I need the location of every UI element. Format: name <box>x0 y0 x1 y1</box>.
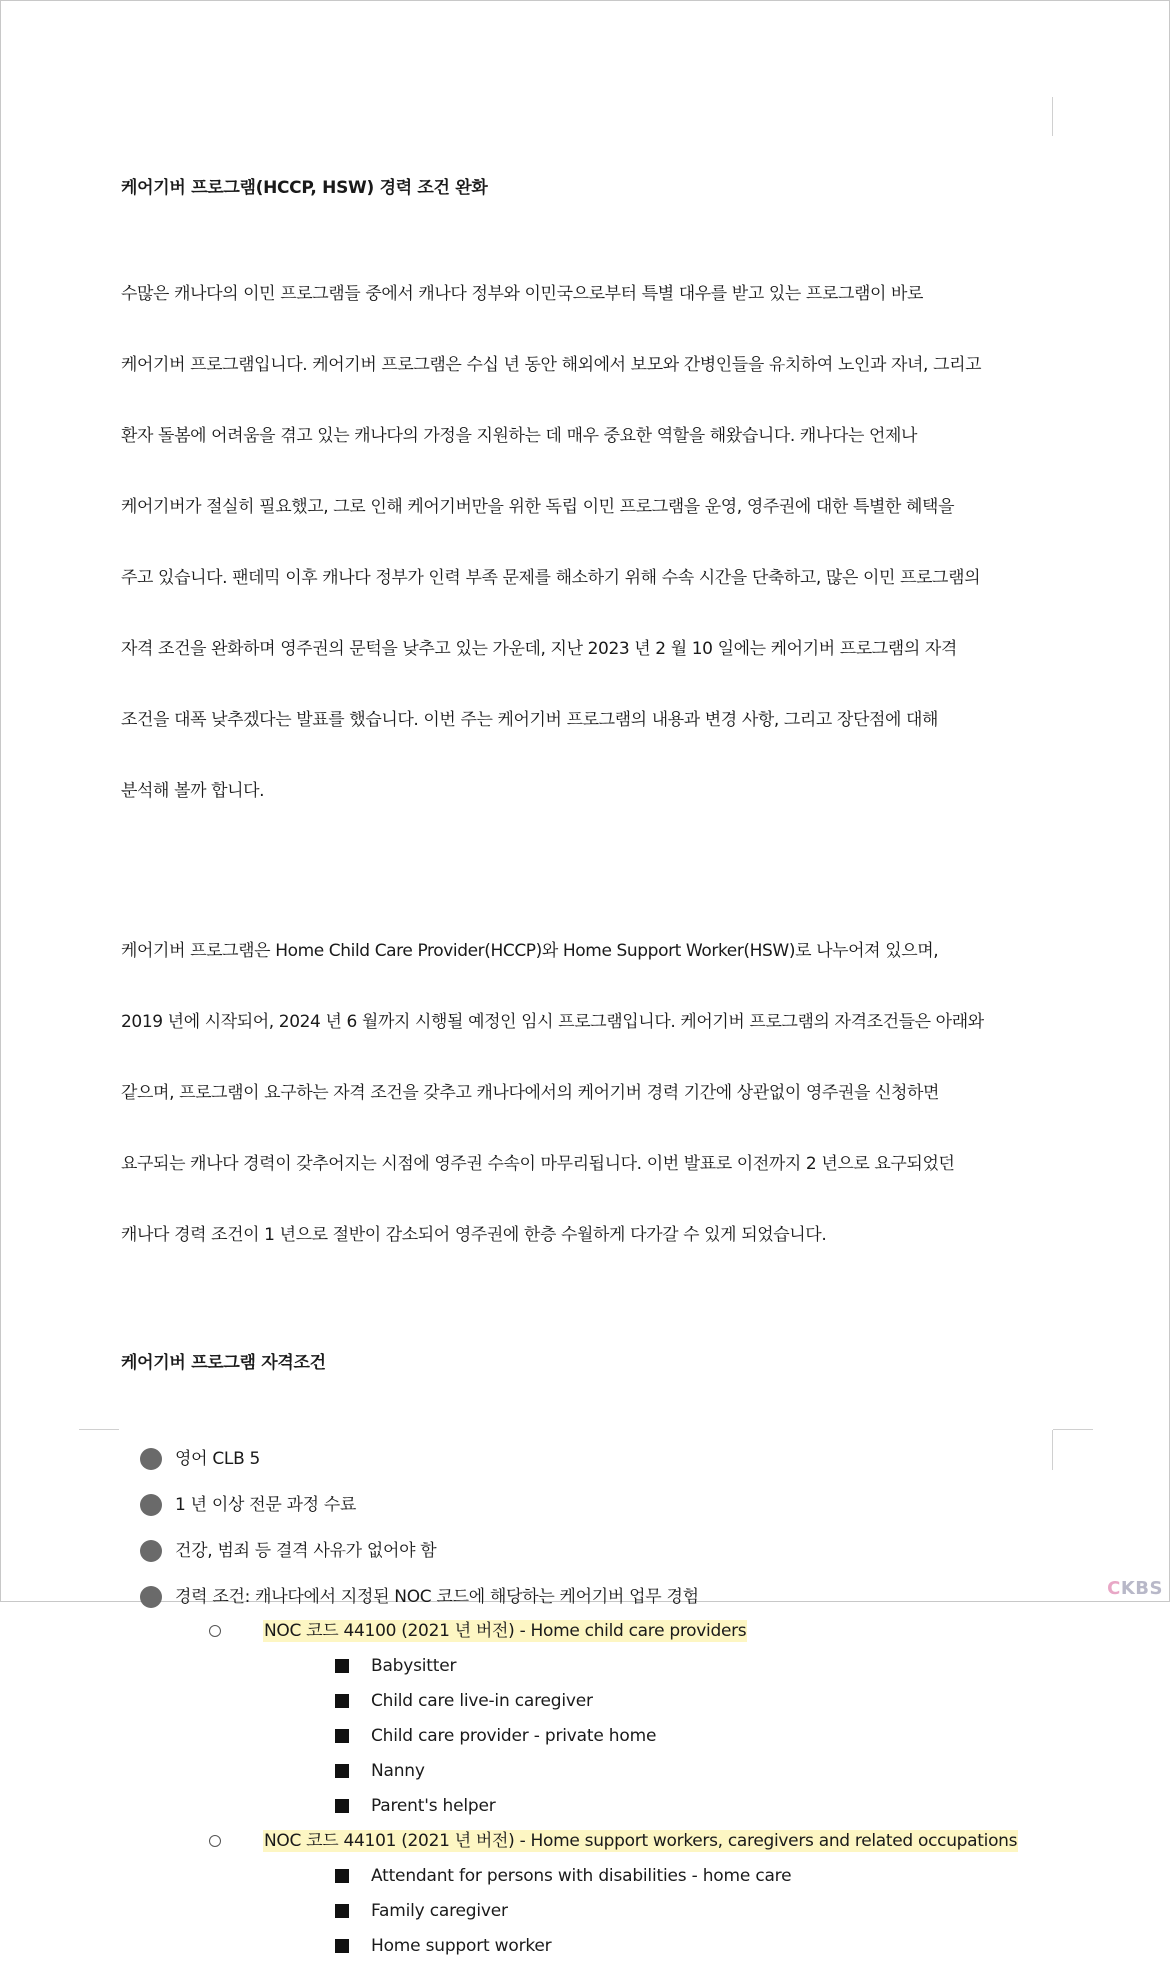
job-title: Attendant for persons with disabilities - home care <box>371 1866 792 1886</box>
requirements-list <box>121 1444 1075 1961</box>
job-title: Child care provider - private home <box>371 1726 657 1746</box>
bullet-square-icon <box>335 1659 349 1673</box>
section-heading-requirements: 케어기버 프로그램 자격조건 <box>121 1353 326 1373</box>
job-title: Family caregiver <box>371 1901 508 1921</box>
noc-group-title: NOC 코드 44100 (2021 년 버전) - Home child care providers <box>264 1621 747 1641</box>
requirement-text: 영어 CLB 5 <box>175 1449 261 1469</box>
paragraph-line: 요구되는 캐나다 경력이 갖추어지는 시점에 영주권 수속이 마무리됩니다. 이번 발표로 이전까지 2 년으로 요구되었던 <box>121 1154 955 1174</box>
requirement-text: 경력 조건: 캐나다에서 지정된 NOC 코드에 해당하는 케어기버 업무 경험 <box>175 1587 699 1607</box>
crop-mark-top-right <box>1052 97 1053 136</box>
job-title-list <box>263 1651 1075 1821</box>
noc-group <box>209 1826 1075 1961</box>
section-heading-experience: 케어기버 프로그램(HCCP, HSW) 경력 조건 완화 <box>121 178 488 198</box>
list-item <box>333 1896 1075 1926</box>
requirement-text: 1 년 이상 전문 과정 수료 <box>175 1495 357 1515</box>
bullet-square-icon <box>335 1729 349 1743</box>
noc-group <box>209 1616 1075 1821</box>
paragraph-line: 조건을 대폭 낮추겠다는 발표를 했습니다. 이번 주는 케어기버 프로그램의 내용과 변경 사항, 그리고 장단점에 대해 <box>121 709 939 730</box>
list-item <box>121 1536 1075 1566</box>
list-item <box>333 1721 1075 1751</box>
paragraph-line: 같으며, 프로그램이 요구하는 자격 조건을 갖추고 캐나다에서의 케어기버 경력 기간에 상관없이 영주권을 신청하면 <box>121 1083 940 1103</box>
bullet-ring-icon <box>209 1835 221 1847</box>
noc-group-title: NOC 코드 44101 (2021 년 버전) - Home support workers, caregivers and related occupations <box>264 1831 1018 1851</box>
list-item <box>333 1791 1075 1821</box>
list-item <box>333 1756 1075 1786</box>
ckbs-logo <box>1107 1578 1163 1599</box>
list-item <box>333 1861 1075 1891</box>
paragraph-line: 자격 조건을 완화하며 영주권의 문턱을 낮추고 있는 가운데, 지난 2023 년 2 월 10 일에는 케어기버 프로그램의 자격 <box>121 638 957 659</box>
paragraph-line: 캐나다 경력 조건이 1 년으로 절반이 감소되어 영주권에 한층 수월하게 다가갈 수 있게 되었습니다. <box>121 1225 827 1245</box>
logo-letter: C <box>1107 1578 1121 1599</box>
bullet-square-icon <box>335 1694 349 1708</box>
job-title: Child care live-in caregiver <box>371 1691 593 1711</box>
bullet-circle-icon <box>140 1586 162 1608</box>
job-title: Babysitter <box>371 1656 457 1676</box>
paragraph-program-overview <box>121 899 1075 1290</box>
job-title: Parent's helper <box>371 1796 496 1816</box>
job-title: Nanny <box>371 1761 425 1781</box>
paragraph-line: 케어기버 프로그램입니다. 케어기버 프로그램은 수십 년 동안 해외에서 보모와 간병인들을 유치하여 노인과 자녀, 그리고 <box>121 354 982 375</box>
document-body <box>121 161 1075 1977</box>
noc-code-list <box>121 1616 1075 1961</box>
paragraph-line: 수많은 캐나다의 이민 프로그램들 중에서 캐나다 정부와 이민국으로부터 특별 대우를 받고 있는 프로그램이 바로 <box>121 283 924 304</box>
crop-mark-bottom-left <box>79 1429 119 1430</box>
bullet-ring-icon <box>209 1625 221 1637</box>
list-item <box>121 1490 1075 1520</box>
bullet-circle-icon <box>140 1540 162 1562</box>
bullet-circle-icon <box>140 1494 162 1516</box>
bullet-square-icon <box>335 1764 349 1778</box>
bullet-square-icon <box>335 1939 349 1953</box>
list-item <box>333 1931 1075 1961</box>
bullet-square-icon <box>335 1869 349 1883</box>
list-item <box>333 1686 1075 1716</box>
paragraph-line: 케어기버가 절실히 필요했고, 그로 인해 케어기버만을 위한 독립 이민 프로그램을 운영, 영주권에 대한 특별한 혜택을 <box>121 496 955 517</box>
list-item <box>121 1582 1075 1961</box>
paragraph-line: 분석해 볼까 합니다. <box>121 780 265 801</box>
paragraph-intro <box>121 241 1075 845</box>
bullet-circle-icon <box>140 1448 162 1470</box>
bullet-square-icon <box>335 1904 349 1918</box>
logo-letters: KBS <box>1120 1578 1163 1599</box>
list-item <box>333 1651 1075 1681</box>
paragraph-line: 케어기버 프로그램은 Home Child Care Provider(HCCP)와 Home Support Worker(HSW)로 나누어져 있으며, <box>121 941 939 961</box>
list-item <box>121 1444 1075 1474</box>
bullet-square-icon <box>335 1799 349 1813</box>
job-title-list <box>263 1861 1075 1961</box>
requirement-text: 건강, 범죄 등 결격 사유가 없어야 함 <box>175 1541 437 1561</box>
paragraph-line: 주고 있습니다. 팬데믹 이후 캐나다 정부가 인력 부족 문제를 해소하기 위해 수속 시간을 단축하고, 많은 이민 프로그램의 <box>121 567 981 588</box>
paragraph-line: 환자 돌봄에 어려움을 겪고 있는 캐나다의 가정을 지원하는 데 매우 중요한 역할을 해왔습니다. 캐나다는 언제나 <box>121 425 918 446</box>
paragraph-line: 2019 년에 시작되어, 2024 년 6 월까지 시행될 예정인 임시 프로그램입니다. 케어기버 프로그램의 자격조건들은 아래와 <box>121 1012 984 1032</box>
job-title: Home support worker <box>371 1936 552 1956</box>
